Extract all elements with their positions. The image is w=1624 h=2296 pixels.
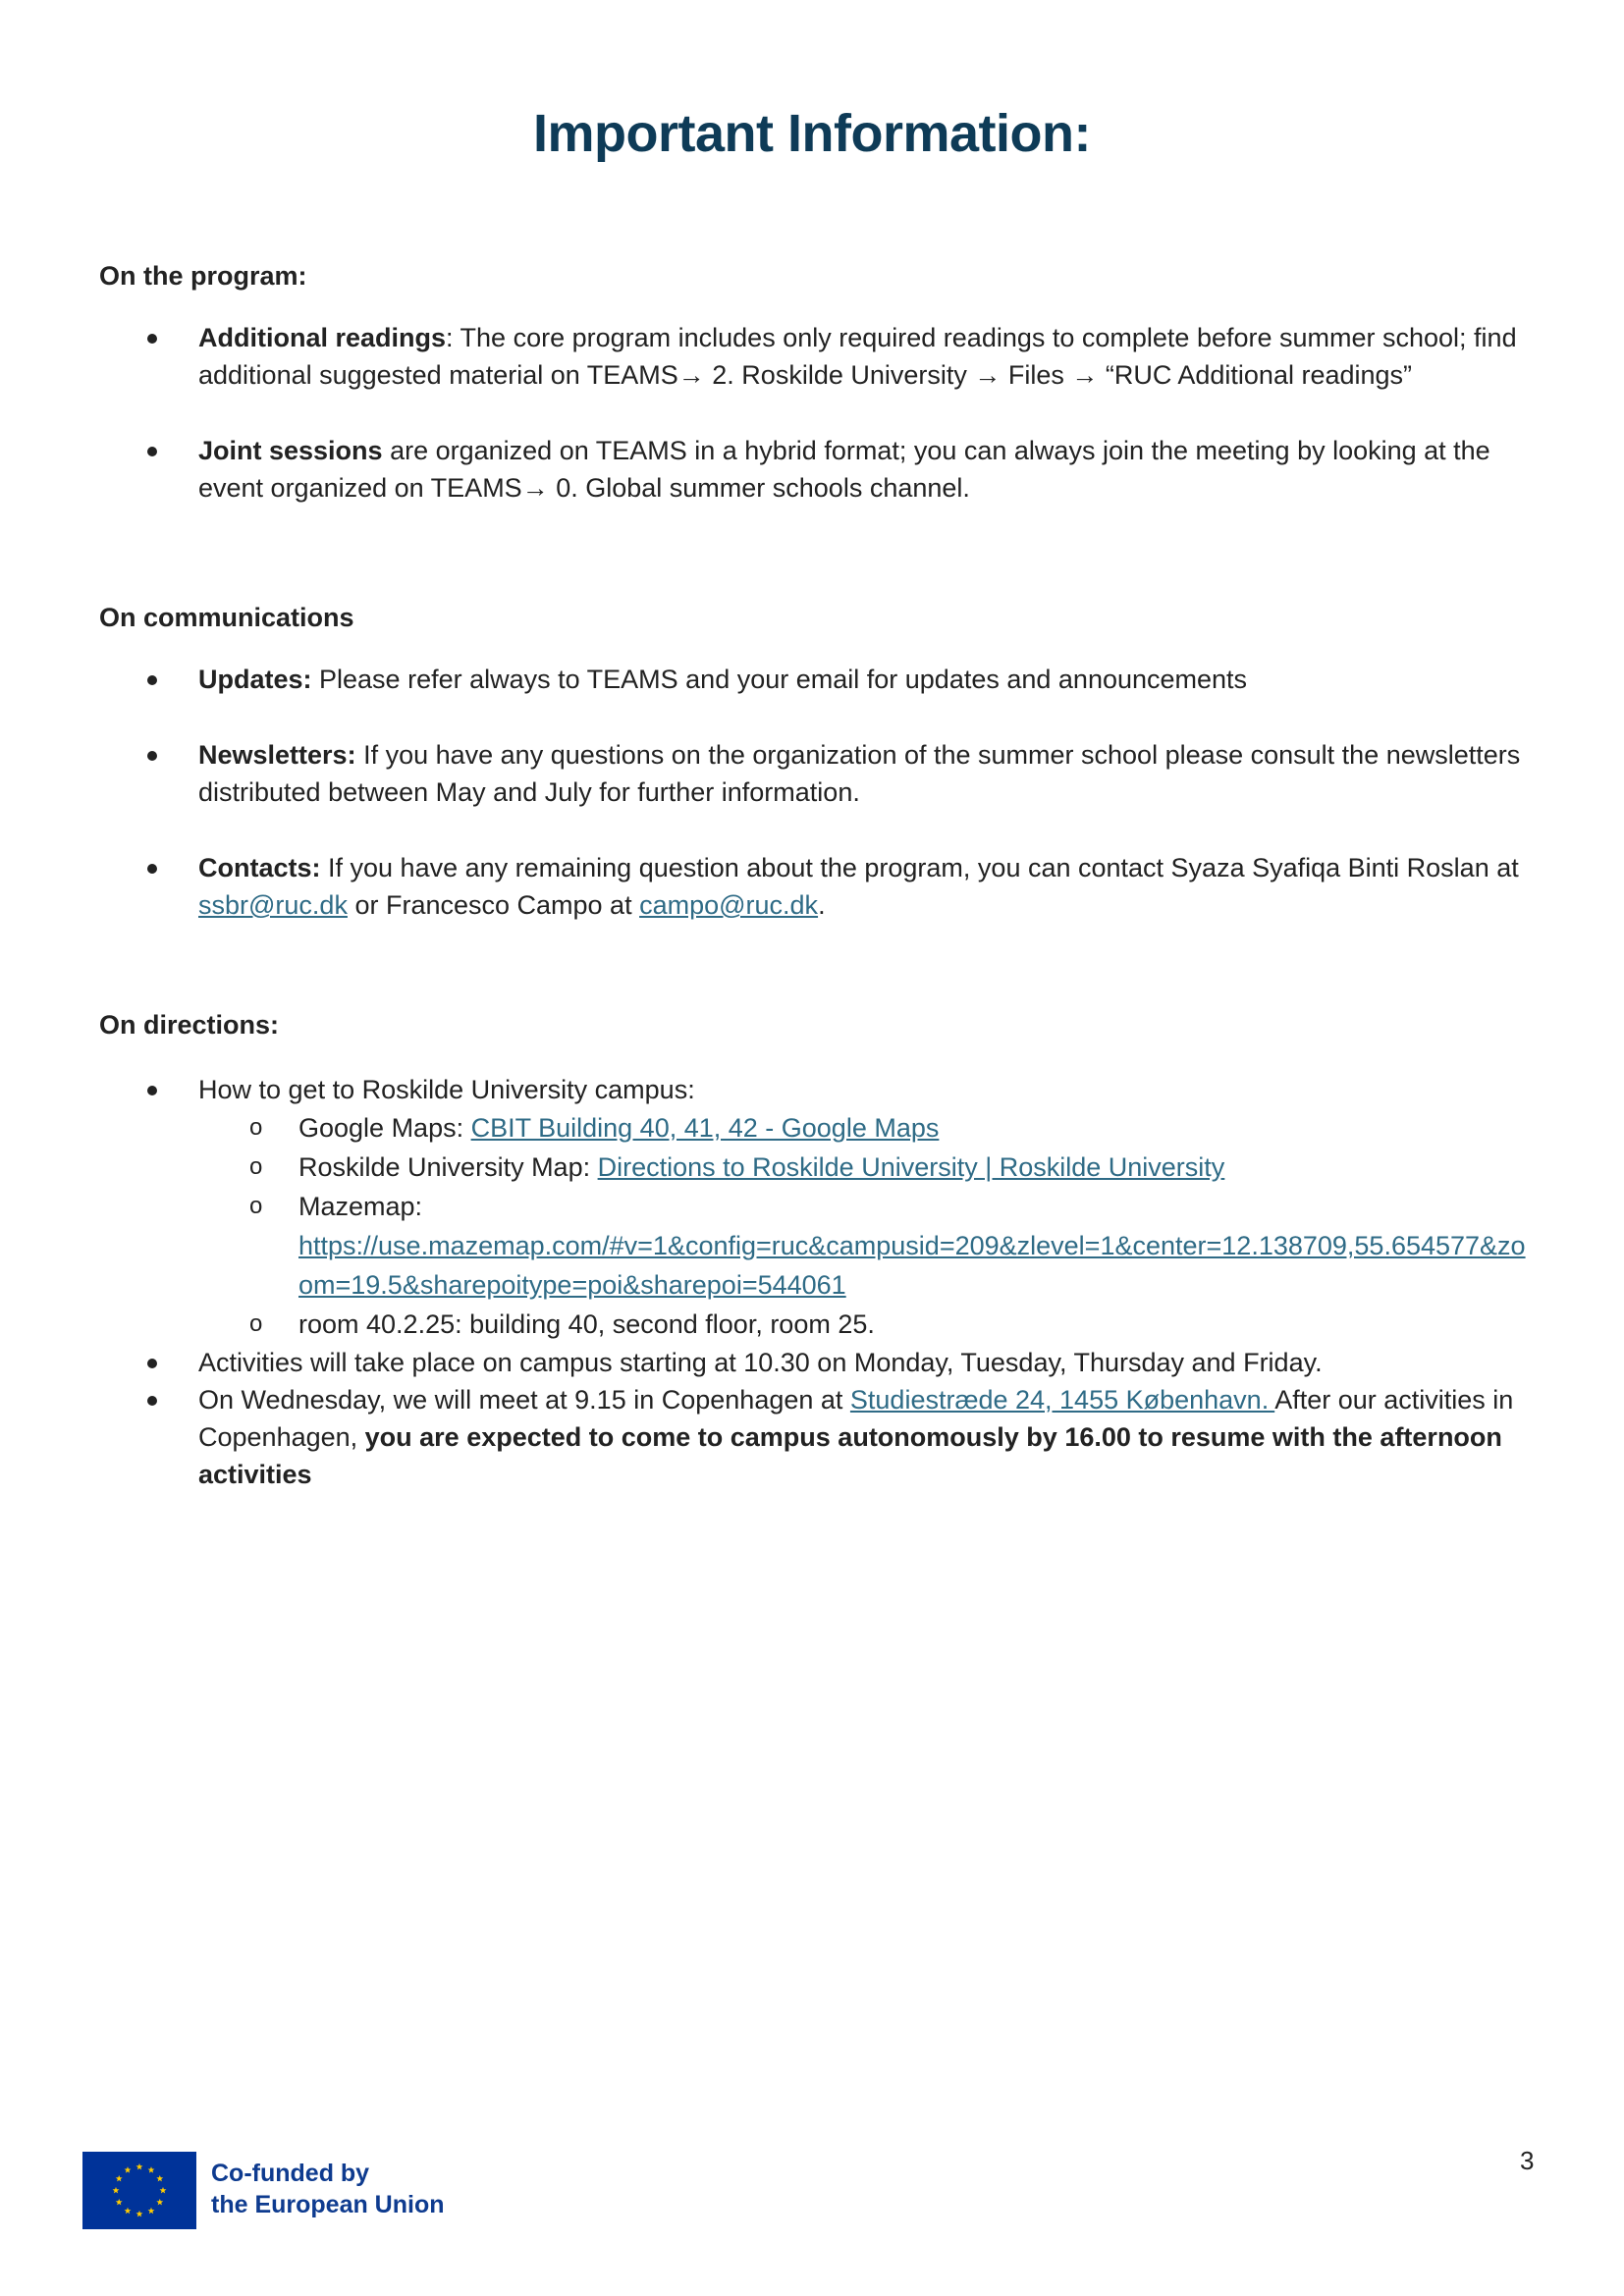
bullet-icon (147, 864, 157, 874)
item-text: : The core program includes only required readings to complete before summer school; find additional suggested material on TEAMS→ 2. Roskilde University → Files → “RUC Additional readings” (198, 323, 1517, 390)
star-icon (113, 2187, 120, 2194)
list-item (0, 736, 1624, 811)
cofunded-line2: the European Union (211, 2191, 445, 2218)
how-to-text: How to get to Roskilde University campus: (198, 1075, 695, 1104)
eu-flag-logo (82, 2152, 196, 2229)
item-text: or Francesco Campo at (347, 890, 640, 920)
list-item (0, 1071, 1624, 1344)
item-bold-label: Contacts: (198, 853, 321, 882)
star-icon (160, 2187, 167, 2194)
star-icon (136, 2163, 143, 2170)
star-icon (125, 2166, 132, 2173)
item-bold-label: Updates: (198, 665, 312, 694)
circle-bullet-icon: o (249, 1114, 263, 1141)
item-text: are organized on TEAMS in a hybrid format; you can always join the meeting by looking at the event organized on TEAMS→ 0. Global summer schools channel. (198, 436, 1490, 503)
email-link-ssbr[interactable]: ssbr@ruc.dk (198, 890, 348, 920)
cofunded-text (211, 2158, 445, 2220)
room-text: room 40.2.25: building 40, second floor, room 25. (298, 1309, 875, 1339)
star-icon (116, 2199, 123, 2206)
bullet-icon (147, 1359, 157, 1368)
item-bold-label: Additional readings (198, 323, 447, 352)
star-icon (116, 2175, 123, 2182)
list-item (0, 432, 1624, 507)
list-item (0, 319, 1624, 394)
star-icon (148, 2166, 155, 2173)
star-icon (156, 2199, 163, 2206)
list-item (0, 849, 1624, 924)
star-icon (156, 2175, 163, 2182)
google-label: Google Maps: (298, 1113, 471, 1143)
mazemap-link[interactable]: https://use.mazemap.com/#v=1&config=ruc&campusid=209&zlevel=1&center=12.138709,55.654577&zoom=19.5&sharepoitype=poi&sharepoi=544061 (298, 1231, 1526, 1300)
item-text: Please refer always to TEAMS and your email for updates and announcements (311, 665, 1248, 694)
star-icon (148, 2208, 155, 2215)
circle-bullet-icon: o (249, 1310, 263, 1337)
item-text: . (818, 890, 826, 920)
item-text: If you have any remaining question about the program, you can contact Syaza Syafiqa Binti Roslan at (320, 853, 1519, 882)
bullet-icon (147, 334, 157, 344)
list-item (0, 661, 1624, 698)
communications-heading: On communications (99, 603, 354, 632)
sub-list (198, 1108, 1526, 1344)
item-text: If you have any questions on the organization of the summer school please consult the newsletters distributed between May and July for further information. (198, 740, 1521, 807)
bullet-icon (147, 447, 157, 456)
program-list (0, 319, 1624, 545)
ruc-map-label: Roskilde University Map: (298, 1152, 598, 1182)
program-heading: On the program: (99, 261, 307, 291)
eu-stars-icon (82, 2152, 196, 2229)
bullet-icon (147, 751, 157, 761)
google-maps-link[interactable]: CBIT Building 40, 41, 42 - Google Maps (470, 1113, 940, 1143)
sub-list-item (100, 1187, 1526, 1305)
mazemap-label: Mazemap: (298, 1192, 423, 1221)
wednesday-text: After our activities in Copenhagen, (198, 1385, 1514, 1452)
item-bold-label: Joint sessions (198, 436, 383, 465)
bullet-icon (147, 675, 157, 685)
communications-list (0, 661, 1624, 962)
item-bold-label: Newsletters: (198, 740, 356, 770)
activities-text: Activities will take place on campus starting at 10.30 on Monday, Tuesday, Thursday and Friday. (198, 1348, 1323, 1377)
directions-heading: On directions: (99, 1010, 280, 1040)
circle-bullet-icon: o (249, 1193, 263, 1219)
bullet-icon (147, 1086, 157, 1095)
star-icon (136, 2211, 143, 2217)
list-item (0, 1344, 1624, 1381)
address-link[interactable]: Studiestræde 24, 1455 København. (849, 1385, 1275, 1415)
sub-list-item (100, 1305, 1526, 1344)
star-icon (125, 2208, 132, 2215)
email-link-campo[interactable]: campo@ruc.dk (639, 890, 819, 920)
page-number: 3 (1520, 2146, 1535, 2175)
wednesday-bold-text: you are expected to come to campus autonomously by 16.00 to resume with the afternoon activities (198, 1422, 1502, 1489)
cofunded-line1: Co-funded by (211, 2160, 370, 2187)
bullet-icon (147, 1396, 157, 1406)
sub-list-item (100, 1148, 1526, 1187)
circle-bullet-icon: o (249, 1153, 263, 1180)
list-item (0, 1381, 1624, 1493)
page-title: Important Information: (533, 104, 1091, 163)
wednesday-text: On Wednesday, we will meet at 9.15 in Copenhagen at (198, 1385, 850, 1415)
directions-list (0, 1071, 1624, 1493)
ruc-map-link[interactable]: Directions to Roskilde University | Roskilde University (597, 1152, 1225, 1182)
sub-list-item (100, 1108, 1526, 1148)
